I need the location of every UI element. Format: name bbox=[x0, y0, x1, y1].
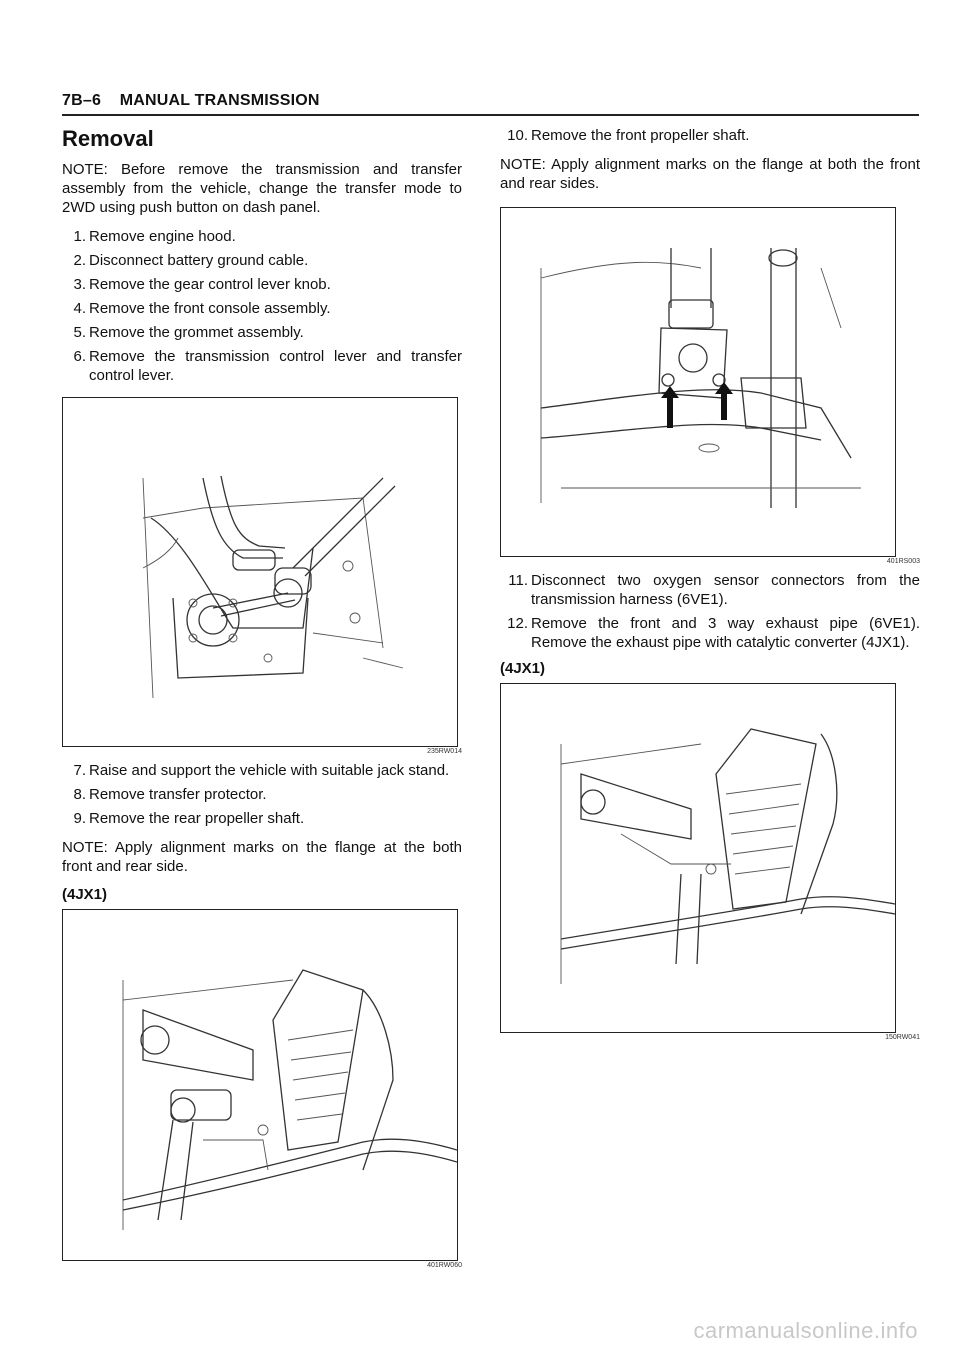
step-number: 3. bbox=[73, 276, 86, 293]
rear-propeller-illustration bbox=[63, 910, 457, 1260]
steps-list-a bbox=[62, 227, 462, 385]
removal-title: Removal bbox=[62, 126, 154, 151]
note-transfer-mode: NOTE: Before remove the transmission and transfer assembly from the vehicle, change the transfer mode to 2WD using push button on dash panel. bbox=[62, 161, 462, 216]
figure-front-propeller-shaft bbox=[500, 207, 896, 557]
step-number: 7. bbox=[73, 762, 86, 779]
step-item bbox=[500, 614, 920, 652]
step-item bbox=[62, 251, 462, 270]
step-text: Remove transfer protector. bbox=[89, 786, 267, 803]
step-item bbox=[62, 785, 462, 804]
step-text: Disconnect battery ground cable. bbox=[89, 252, 309, 269]
figure-code: 235RW014 bbox=[427, 748, 462, 755]
page-header bbox=[62, 92, 919, 110]
step-text: Remove the transmission control lever and transfer control lever. bbox=[89, 348, 462, 384]
step-item bbox=[500, 571, 920, 609]
step-item bbox=[62, 227, 462, 246]
step-item bbox=[62, 323, 462, 342]
step-text: Remove engine hood. bbox=[89, 228, 236, 245]
step-text: Remove the gear control lever knob. bbox=[89, 276, 331, 293]
left-column bbox=[62, 120, 462, 1275]
note-alignment-front: NOTE: Apply alignment marks on the flange at both the front and rear sides. bbox=[500, 156, 920, 192]
step-number: 2. bbox=[73, 252, 86, 269]
step-item bbox=[62, 809, 462, 828]
figure-code: 150RW041 bbox=[885, 1034, 920, 1041]
step-item bbox=[500, 126, 920, 145]
figure-rear-propeller-shaft bbox=[62, 909, 458, 1261]
header-divider bbox=[62, 114, 919, 116]
figure-exhaust-pipe bbox=[500, 683, 896, 1033]
figure-control-levers bbox=[62, 397, 458, 747]
step-item bbox=[62, 347, 462, 385]
control-levers-illustration bbox=[63, 398, 457, 746]
step-number: 8. bbox=[73, 786, 86, 803]
front-propeller-illustration bbox=[501, 208, 895, 556]
step-number: 1. bbox=[73, 228, 86, 245]
step-item bbox=[62, 275, 462, 294]
note-alignment-rear: NOTE: Apply alignment marks on the flange at the both front and rear side. bbox=[62, 839, 462, 875]
step-text: Remove the rear propeller shaft. bbox=[89, 810, 305, 827]
step-text: Raise and support the vehicle with suitable jack stand. bbox=[89, 762, 450, 779]
step-number: 9. bbox=[73, 810, 86, 827]
step-text: Disconnect two oxygen sensor connectors from the transmission harness (6VE1). bbox=[531, 572, 920, 608]
site-watermark: carmanualsonline.info bbox=[693, 1318, 918, 1343]
step-item bbox=[62, 299, 462, 318]
step-number: 12. bbox=[507, 615, 528, 632]
page-code: 7B–6 bbox=[62, 92, 102, 109]
step-number: 4. bbox=[73, 300, 86, 317]
engine-subheading: (4JX1) bbox=[62, 886, 108, 903]
step-text: Remove the front and 3 way exhaust pipe (6VE1). Remove the exhaust pipe with catalytic converter (4JX1). bbox=[531, 615, 920, 651]
figure-code: 401RW060 bbox=[427, 1262, 462, 1269]
step-number: 6. bbox=[73, 348, 86, 365]
step-number: 11. bbox=[508, 572, 528, 589]
step-number: 5. bbox=[73, 324, 86, 341]
step-number: 10. bbox=[507, 127, 528, 144]
right-column bbox=[500, 120, 920, 1047]
figure-code: 401RS003 bbox=[886, 558, 920, 565]
step-text: Remove the front propeller shaft. bbox=[531, 127, 750, 144]
page-section-title: MANUAL TRANSMISSION bbox=[119, 92, 320, 109]
exhaust-pipe-illustration bbox=[501, 684, 895, 1032]
step-text: Remove the front console assembly. bbox=[89, 300, 331, 317]
engine-subheading: (4JX1) bbox=[500, 660, 546, 677]
step-text: Remove the grommet assembly. bbox=[89, 324, 304, 341]
step-item bbox=[62, 761, 462, 780]
steps-list-c bbox=[500, 571, 920, 652]
steps-list-b bbox=[62, 761, 462, 828]
